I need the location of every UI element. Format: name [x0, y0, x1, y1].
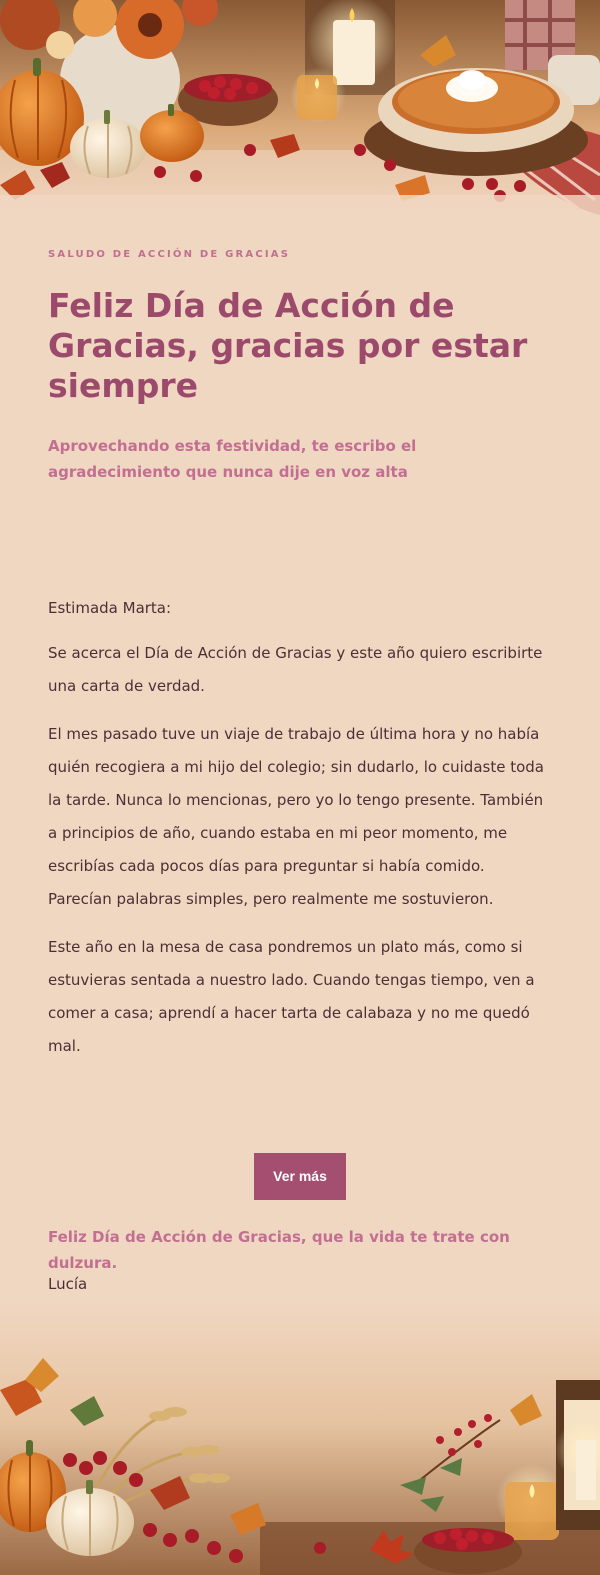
ver-mas-button[interactable]: Ver más — [254, 1153, 346, 1200]
page-title: Feliz Día de Acción de Gracias, gracias por estar siempre — [48, 286, 528, 405]
bottom-banner-image — [0, 1300, 600, 1575]
autumn-leaves-illustration — [0, 1300, 600, 1575]
top-banner-image — [0, 0, 600, 230]
letter-paragraph-3: Este año en la mesa de casa pondremos un plato más, como si estuvieras sentada a nuestro lado. Cuando tengas tiempo, ven a comer a casa; aprendí a hacer tarta de calabaza y no me quedó mal. — [48, 938, 535, 1055]
letter-paragraph-1: Se acerca el Día de Acción de Gracias y este año quiero escribirte una carta de verdad. — [48, 644, 543, 695]
cta-container — [0, 1153, 600, 1200]
letter-salutation: Estimada Marta: — [48, 599, 172, 617]
eyebrow-label: SALUDO DE ACCIÓN DE GRACIAS — [48, 249, 291, 260]
page-subtitle: Aprovechando esta festividad, te escribo el agradecimiento que nunca dije en voz alta — [48, 437, 417, 481]
closing-line: Feliz Día de Acción de Gracias, que la vida te trate con dulzura. — [48, 1228, 510, 1272]
signature: Lucía — [48, 1275, 88, 1293]
letter-paragraph-2: El mes pasado tuve un viaje de trabajo de última hora y no había quién recogiera a mi hijo del colegio; sin dudarlo, lo cuidaste toda la tarde. Nunca lo mencionas, pero yo lo tengo presente. También a principios de año, cuando estaba en mi peor momento, me escribías cada pocos días para preguntar si había comido. Parecían palabras simples, pero realmente me sostuvieron. — [48, 725, 544, 908]
letter-body — [48, 592, 552, 1078]
autumn-table-illustration — [0, 0, 600, 230]
